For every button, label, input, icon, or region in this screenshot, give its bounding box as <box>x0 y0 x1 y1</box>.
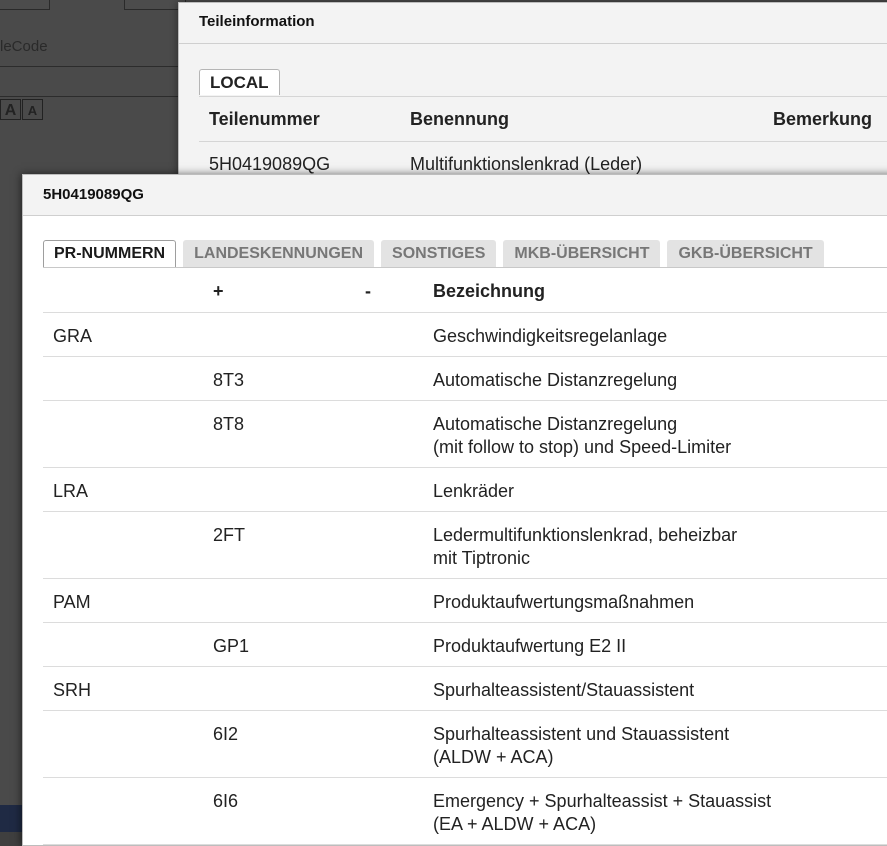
table-row[interactable] <box>43 468 887 512</box>
description-cell: Spurhalteassistent/Stauassistent <box>433 680 695 700</box>
part-number-cell: 5H0419089QG <box>209 154 331 174</box>
family-cell: SRH <box>53 680 92 700</box>
description-cell: Spurhalteassistent und Stauassistent (ALDW + ACA) <box>433 724 730 767</box>
family-cell: PAM <box>53 592 91 612</box>
font-size-controls <box>0 99 43 120</box>
plus-cell: 2FT <box>213 525 246 545</box>
table-row[interactable] <box>43 313 887 357</box>
description-cell: Produktaufwertung E2 II <box>433 636 627 656</box>
description-cell: Ledermultifunktionslenkrad, beheizbar mit Tiptronic <box>433 525 738 568</box>
detail-tabs <box>43 240 824 268</box>
tab-sonstiges[interactable]: SONSTIGES <box>381 240 496 268</box>
column-header-name[interactable]: Benennung <box>410 109 509 129</box>
description-cell: Lenkräder <box>433 481 515 501</box>
background-divider <box>0 66 180 67</box>
part-detail-dialog <box>22 174 887 846</box>
description-cell: Geschwindigkeitsregelanlage <box>433 326 668 346</box>
background-input-box <box>124 0 186 10</box>
parts-info-tabs <box>199 69 280 95</box>
table-row[interactable] <box>43 401 887 468</box>
column-header-plus[interactable]: + <box>213 281 224 301</box>
parts-info-dialog-title: Teileinformation <box>179 3 887 44</box>
plus-cell: 8T3 <box>213 370 245 390</box>
part-detail-dialog-title: 5H0419089QG <box>23 175 887 216</box>
family-cell: LRA <box>53 481 89 501</box>
background-input-box <box>0 0 50 10</box>
pr-table-header <box>43 268 887 313</box>
tab-local[interactable]: LOCAL <box>199 69 280 95</box>
column-header-part-number[interactable]: Teilenummer <box>209 109 320 129</box>
background-divider <box>0 96 180 97</box>
description-cell: Produktaufwertungsmaßnahmen <box>433 592 695 612</box>
table-row[interactable] <box>43 623 887 667</box>
table-row[interactable] <box>43 512 887 579</box>
table-row[interactable] <box>43 579 887 623</box>
description-cell: Automatische Distanzregelung <box>433 370 678 390</box>
plus-cell: 6I2 <box>213 724 239 744</box>
description-cell: Emergency + Spurhalteassist + Stauassist (EA + ALDW + ACA) <box>433 791 772 834</box>
font-smaller-button[interactable]: A <box>22 99 43 120</box>
tab-gkb-uebersicht[interactable]: GKB-ÜBERSICHT <box>667 240 823 268</box>
tab-landeskennungen[interactable]: LANDESKENNUNGEN <box>183 240 374 268</box>
description-cell: Automatische Distanzregelung (mit follow to stop) und Speed-Limiter <box>433 414 732 457</box>
table-row[interactable] <box>43 778 887 845</box>
background-field-label: leCode <box>0 38 48 55</box>
column-header-description[interactable]: Bezeichnung <box>433 281 546 301</box>
part-name-cell: Multifunktionslenkrad (Leder) <box>410 154 643 174</box>
parts-table-header <box>199 97 887 142</box>
family-cell: GRA <box>53 326 93 346</box>
plus-cell: GP1 <box>213 636 250 656</box>
tab-pr-nummern[interactable]: PR-NUMMERN <box>43 240 176 268</box>
table-row[interactable] <box>43 667 887 711</box>
font-larger-button[interactable]: A <box>0 99 21 120</box>
column-header-remark[interactable]: Bemerkung <box>773 109 873 129</box>
tab-mkb-uebersicht[interactable]: MKB-ÜBERSICHT <box>503 240 660 268</box>
table-row[interactable] <box>43 711 887 778</box>
table-row[interactable] <box>43 357 887 401</box>
pr-number-table <box>43 268 887 845</box>
column-header-minus[interactable]: - <box>365 281 371 301</box>
plus-cell: 6I6 <box>213 791 239 811</box>
plus-cell: 8T8 <box>213 414 245 434</box>
